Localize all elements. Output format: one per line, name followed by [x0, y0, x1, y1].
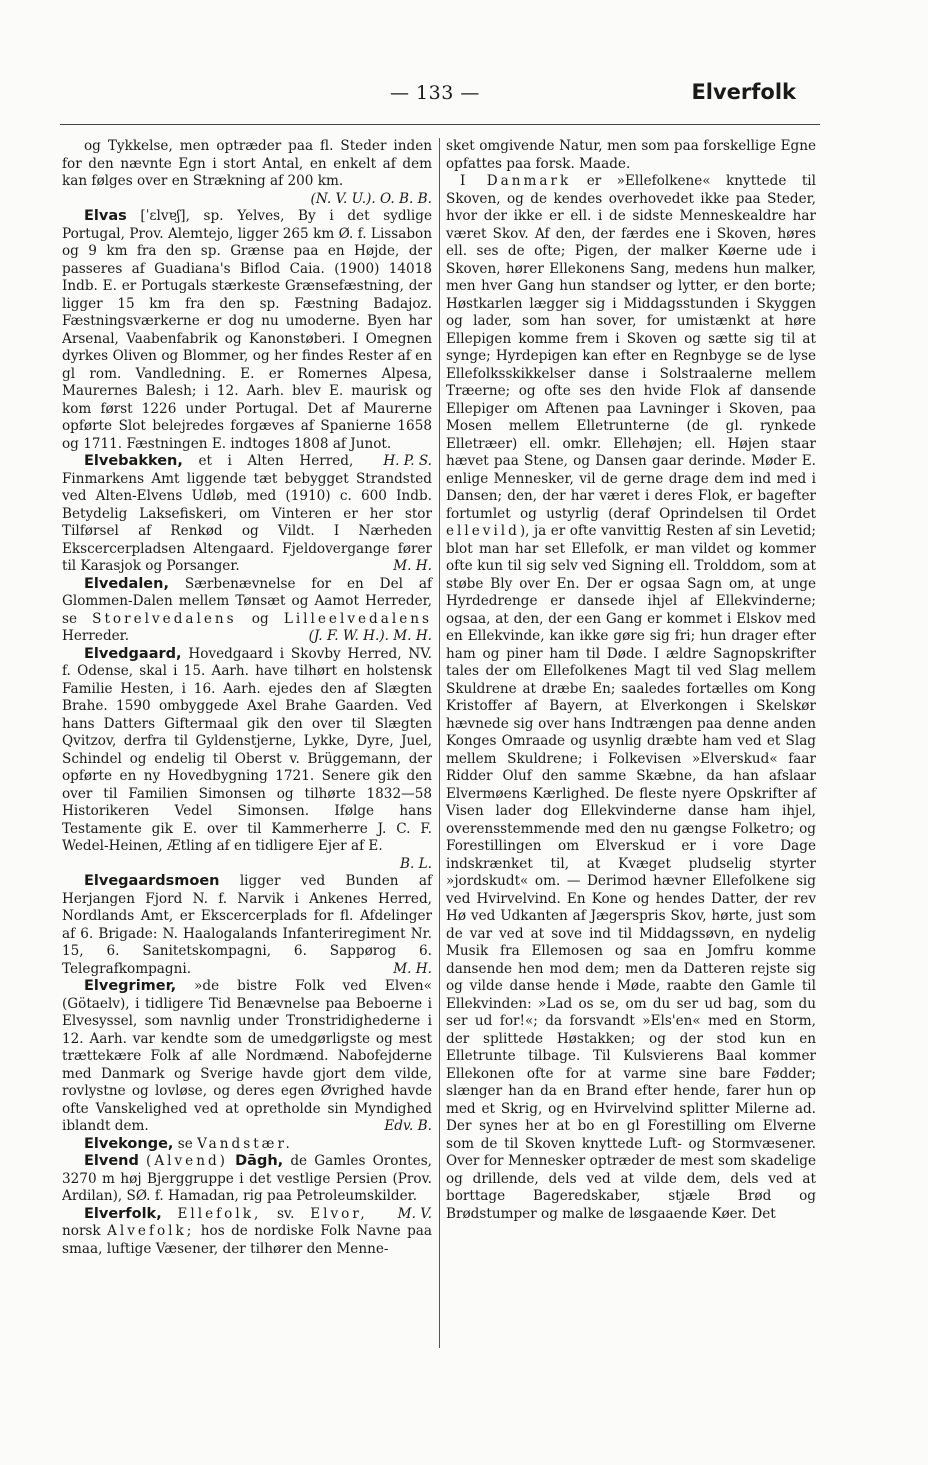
right-column — [446, 138, 816, 1223]
header-rule — [60, 124, 820, 125]
entry-elvend: Elvend (Alvend) Dāgh, de Gamles Orontes, 3270 m høj Bjerggruppe i det vestlige Persien (Prov. Ardilan), SØ. f. Hamadan, rig paa Petroleumskilder. M. V. — [62, 1153, 432, 1222]
signature: (J. F. W. H.). M. H. — [308, 628, 432, 644]
headword: Elvegrimer, — [84, 978, 177, 994]
headword: Elvend — [84, 1153, 139, 1169]
left-column — [62, 138, 432, 1258]
running-head: Elverfolk — [691, 80, 796, 104]
entry-elvedgaard: Elvedgaard, Hovedgaard i Skovby Herred, NV. f. Odense, skal i 15. Aarh. have tilhørt en holstensk Familie Hesten, i 16. Aarh. ejedes den af Slægten Brahe. 1590 ombyggede Axel Brahe Gaarden. Ved hans Datters Giftermaal gik den over til Slægten Qvitzov, derfra til Gyldenstjerne, Lykke, Dyre, Juel, Schindel og endelig til Oberst v. Brüggemann, der opførte en ny Hovedbygning 1721. Senere gik den over til Familien Simonsen og tilhørte 1832—58 Historikeren Vedel Simonsen. Ifølge hans Testamente gik E. over til Kammerherre J. C. F. Wedel-Heinen, Ætling af en tidligere Ejer af E. — [62, 645, 432, 854]
entry-elvebakken: Elvebakken, et i Alten Herred, Finmarkens Amt liggende tæt bebygget Strandsted ved Alten-Elvens Udløb, med (1910) c. 600 Indb. Betydelig Laksefiskeri, om Vinteren er her stor Tilførsel af Renkød og Vildt. I Nærheden Ekscercerpladsen Altengaard. Fjeldovergange fører til Karasjok og Porsanger. M. H. — [62, 453, 432, 574]
page-header — [0, 78, 928, 114]
signature: M. H. — [393, 960, 432, 977]
entry-elvegrimer: Elvegrimer, »de bistre Folk ved Elven« (Götaelv), i tidligere Tid Benævnelse paa Beboerne i Elvesyssel, som navnlig under Tronstridighederne i 12. Aarh. var kendte som de umedgørligste og mest trættekære Folk af alle Nordmænd. Nabofejderne med Danmark og Sverige havde gjort dem vilde, rovlystne og lovløse, og deres egen Øvrighed havde ofte Vanskelighed ved at opretholde sin Myndighed iblandt dem. Edv. B. — [62, 978, 432, 1134]
entry-elvegaardsmoen: Elvegaardsmoen ligger ved Bunden af Herjangen Fjord N. f. Narvik i Ankenes Herred, Nordlands Amt, er Ekscercerplads for fl. Afdelinger af 6. Brigade: N. Haalogalands Infanteriregiment Nr. 15, 6. Sanitetskompagni, 6. Sappørog 6. Telegrafkompagni. M. H. — [62, 873, 432, 977]
signature: (N. V. U.). O. B. B. — [310, 190, 432, 207]
signature: B. L. — [400, 855, 432, 872]
signature: M. V. — [397, 1205, 432, 1222]
headword: Elvebakken, — [84, 453, 183, 469]
headword: Elvekonge, — [84, 1135, 174, 1152]
cross-reference: Storelvedalens — [92, 610, 237, 627]
headword: Elvedgaard, — [84, 645, 182, 662]
signature: H. P. S. — [383, 453, 432, 469]
paragraph-danmark: I Danmark er »Ellefolkene« knyttede til Skoven, og de kendes overhovedet ikke paa Steder, hvor der ikke er ell. i de sidste Menneskealdre har været Skov. Af den, der færdes ene i Skoven, høres ell. ses de ofte; Pigen, der malker Køerne ude i Skoven, hører Ellekonens Sang, medens hun malker, men hver Gang hun standser og lytter, er den borte; Høstkarlen lægger sig i Middagsstunden i Skyggen og lader, som han sover, for umistænkt at høre Ellepigen komme frem i Skoven og sætte sig til at synge; Hyrdepigen kan efter en Regnbyge se de lyse Ellefolksskikkelser danse i Solstraalerne mellem Træerne; og ofte ses den hvide Flok af dansende Ellepiger om Aftenen paa Lavninger i Skoven, paa Mosen mellem Elletrunterne (de gl. rynkede Elletræer) ell. omkr. Ellehøjen; ell. Højen staar hævet paa Stene, og Dansen gaar derinde. Møder E. enlige Mennesker, vil de gerne drage dem ind med i Dansen; den, der har været i deres Flok, er bagefter fortumlet og ustyrlig (deraf Oprindelsen til Ordet ellevild), ja er ofte vanvittig Resten af sin Levetid; blot man har set Ellefolk, er man vildet og kommer ofte kun til sig selv ved Signing ell. Trolddom, som at støbe Bly over En. Der er ogsaa Sagn om, at unge Hyrdedrenge er dansede ihjel af Ellekvinderne; ogsaa, at den, der een Gang er kommet i Elskov med en Ellekvinde, kan ikke gøre sig fri; hun drager efter ham og piner ham til Døde. I ældre Sagnopskrifter tales der om Ellefolkenes Magt til ved Slag mellem Skuldrene at dræbe En; saaledes fortælles om Kong Kristoffer af Bayern, at Elverkongen i Skelskør hævnede sig over hans Indtrængen paa denne anden Konges Omraade og usynlig dræbte ham ved et Slag mellem Skuldrene; i Folkevisen »Elverskud« faar Ridder Oluf den samme Skæbne, da han afslaar Elvermøens Kærlighed. De fleste nyere Opskrifter af Visen lader dog Ellekvinderne danse ham ihjel, overensstemmende med den nu gængse Folketro; og Forestillingen om Elverskud er i vore Dage indskrænket til, at Kvæget pludselig styrter »jordskudt« om. — Derimod hævner Ellefolkene sig ved Hvirvelvind. En Kone og hendes Datter, der rev Hø ved Udkanten af Jægerspris Skov, hørte, just som de var ved at sove ind til Middagssøvn, en nydelig Musik fra Ellemosen og saa en Jomfru komme dansende hen mod dem; men da Datteren rejste sig og vilde danse hende i Møde, raabte den Gamle til Ellekvinden: »Lad os se, om du ser ud bag, som du ser ud for!«; da forsvandt »Els'en« med en Storm, der splittede Høstakken; og der stod kun en Elletrunte tilbage. Til Kulsvierens Baal kommer Ellekonen ofte for at varme sine bare Fødder; slænger han da en Brand efter hende, farer hun op med et Skrig, og en Hvirvelvind splitter Milerne ad. Der synes her at bo en gl Forestilling om Elverne som de til Skoven knyttede Luft- og Stormvæsener. Over for Mennesker optræder de mest som skadelige og drillende, dels ved at vilde dem, dels ved at borttage Bageredskaber, stjæle Brød og Brødstumper og malke de løsgaaende Køer. Det — [446, 173, 816, 1222]
entry-elvedalen: Elvedalen, Særbenævnelse for en Del af Glommen-Dalen mellem Tønsæt og Aamot Herreder, se Storelvedalens og Lilleelvedalens Herreder. (J. F. W. H.). M. H. — [62, 575, 432, 644]
signature: Edv. B. — [384, 1118, 432, 1134]
entry-elverfolk: Elverfolk, Ellefolk, sv. Elvor, norsk Alvefolk; hos de nordiske Folk Navne paa smaa, luftige Væsener, der tilhører den Menne- — [62, 1205, 432, 1257]
headword: Elvegaardsmoen — [84, 873, 220, 889]
signature: M. H. — [393, 558, 432, 574]
continued-paragraph: sket omgivende Natur, men som paa forskellige Egne opfattes paa forsk. Maade. — [446, 138, 816, 172]
continued-paragraph: og Tykkelse, men optræder paa fl. Steder inden for den nævnte Egn i stort Antal, en enkelt af dem kan følges over en Strækning af 200 km. — [62, 138, 432, 189]
headword: Elvedalen, — [84, 575, 169, 592]
cross-reference: Lilleelvedalens — [283, 610, 432, 627]
headword: Dāgh, — [235, 1153, 284, 1169]
page-number: — 133 — — [390, 82, 480, 104]
headword: Elvas — [84, 208, 127, 224]
cross-reference: Vandstær. — [197, 1135, 293, 1152]
column-divider — [439, 138, 440, 1348]
entry-elvas: Elvas [ˈɛlvɐʃ], sp. Yelves, By i det sydlige Portugal, Prov. Alemtejo, ligger 265 km Ø. f. Lissabon og 9 km fra den sp. Grænse paa en Højde, der passeres af Guadiana's Biflod Caia. (1900) 14018 Indb. E. er Portugals stærkeste Grænsefæstning, der ligger 15 km fra den sp. Fæstning Badajoz. Fæstningsværkerne er dog nu umoderne. Byen har Arsenal, Vaabenfabrik og Kanonstøberi. I Omegnen dyrkes Oliven og Blommer, og her findes Rester af en gl rom. Vandledning. E. er Romernes Alpesa, Maurernes Balesh; i 12. Aarh. blev E. maurisk og kom først 1226 under Portugal. Det af Maurerne opførte Slot belejredes forgæves af Spanierne 1658 og 1711. Fæstningen E. indtoges 1808 af Junot. H. P. S. — [62, 208, 432, 469]
headword: Elverfolk, — [84, 1205, 162, 1222]
entry-elvekonge: Elvekonge, se Vandstær. — [84, 1135, 293, 1152]
